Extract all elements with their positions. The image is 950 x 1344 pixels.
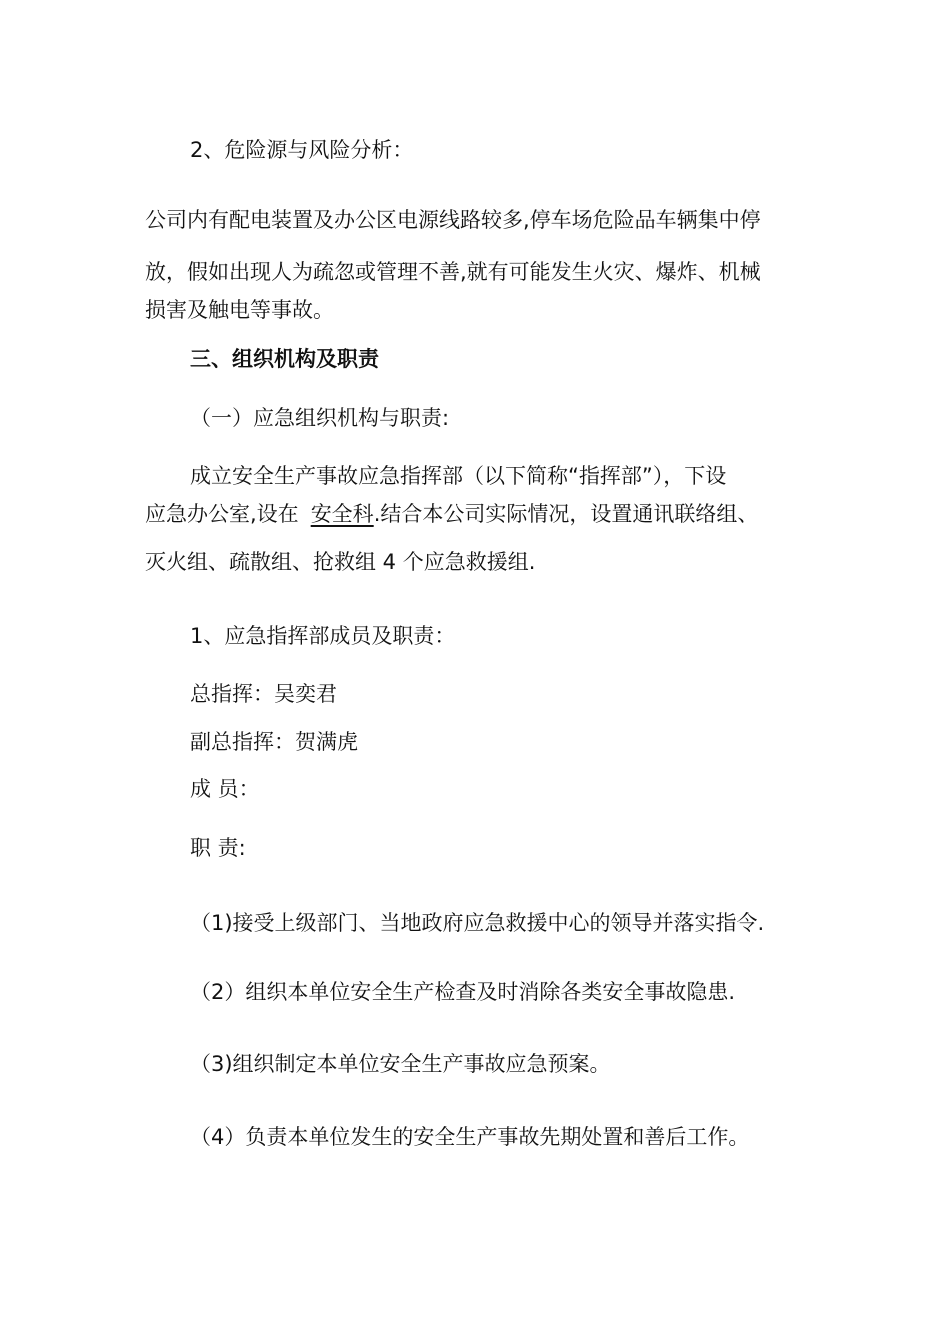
paragraph-line: 公司内有配电装置及办公区电源线路较多,停车场危险品车辆集中停 bbox=[145, 208, 761, 232]
duty-item: （1)接受上级部门、当地政府应急救援中心的领导并落实指令. bbox=[190, 911, 765, 935]
office-text-after: .结合本公司实际情况，设置通讯联络组、 bbox=[373, 502, 759, 526]
duties-label: 职 责: bbox=[190, 836, 246, 860]
paragraph-line: 灭火组、疏散组、抢救组 4 个应急救援组. bbox=[145, 550, 536, 574]
paragraph-line: 损害及触电等事故。 bbox=[145, 298, 334, 322]
member-members: 成 员： bbox=[190, 777, 260, 801]
office-name-underlined: 安全科 bbox=[310, 502, 374, 526]
paragraph-line-office bbox=[145, 500, 758, 528]
section-heading-organization: 三、组织机构及职责 bbox=[190, 347, 379, 371]
duty-item: （2）组织本单位安全生产检查及时消除各类安全事故隐患. bbox=[190, 980, 736, 1004]
subsection-heading: （一）应急组织机构与职责: bbox=[190, 406, 450, 430]
member-commander: 总指挥：吴奕君 bbox=[190, 682, 337, 706]
duty-item: （3)组织制定本单位安全生产事故应急预案。 bbox=[190, 1052, 611, 1076]
office-text-before: 应急办公室,设在 bbox=[145, 502, 299, 526]
paragraph-line: 成立安全生产事故应急指挥部（以下简称“指挥部”），下设 bbox=[190, 464, 727, 488]
subsection-heading-members: 1、应急指挥部成员及职责： bbox=[190, 624, 456, 648]
paragraph-line: 放，假如出现人为疏忽或管理不善,就有可能发生火灾、爆炸、机械 bbox=[145, 260, 761, 284]
member-deputy-commander: 副总指挥：贺满虎 bbox=[190, 730, 358, 754]
duty-item: （4）负责本单位发生的安全生产事故先期处置和善后工作。 bbox=[190, 1125, 750, 1149]
section-subheading-hazard: 2、危险源与风险分析： bbox=[190, 138, 414, 162]
